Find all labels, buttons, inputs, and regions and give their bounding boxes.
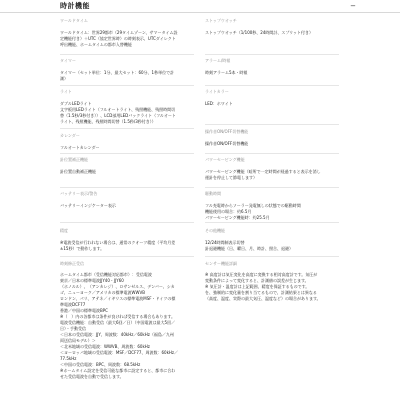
divider	[205, 85, 339, 86]
spec-other-functions	[205, 228, 339, 252]
spec-value: 操作音ON/OFF切替機能	[205, 141, 249, 146]
spec-value: 時刻アラーム5本・時報	[205, 70, 248, 75]
spec-value: ワールドタイム：世界29都市（29タイムゾーン、サマータイム設 定機能付き）＋UTC（協定世界時）の時刻表示、UTCダイレクト 呼出機能、ホームタイムの都市入替機能	[60, 30, 178, 47]
page-header	[0, 0, 400, 13]
spec-light	[60, 89, 194, 125]
spec-world-time	[60, 18, 194, 48]
spec-operation-sound	[205, 129, 339, 147]
spec-value: フル充電時からソーラー発電無しの状態での駆動時間 機能使用の場合：約6.5月 パワーセービング機能時：約25.5月	[205, 203, 301, 220]
spec-label: 駆動時間	[205, 191, 221, 196]
spec-hand-correction	[60, 157, 194, 175]
spec-value: 針位置自動補正機能	[60, 169, 96, 174]
spec-value: ホームタイム都市（受信機能対応都市）：受信電波 東京／日本の標準電波JJY40・JJY60 （ホノルル）、（アンカレジ）、ロサンゼルス、デンバー、シカ ゴ、ニューヨーク／アメリカの標準電波WWVB ロンドン、パリ、アテネ／イギリスの標準電波MSF・ドイツの標 準電波DCF77 香港／中国の標準電波BPC ※（ ）内の各都市は条件が良ければ受信する場合もあります。 電波受信機能：自動受信（最大6回／日）（中国電波は最大5回／ 日）・手動受信 ＜日本の受信電波：JJY、周波数：40kHz／60kHz（福島／九州 両送信局モデル）＞ ＜北米地域の受信電波：WWVB、周波数：60kHz ＜ヨーロッパ地域の受信電波：MSF／DCF77、周波数：60kHz／ 77.5kHz ＜中国の受信電波：BPC、周波数：68.5kHz ※ホームタイム設定を受信可能な都市に設定すると、都市に合わ せた受信電波を自動で受信します。	[60, 272, 178, 379]
spec-value: 12/24時間制表示切替 針退避機能（日、曜日、月、時計、照合、退避）	[205, 240, 293, 251]
divider	[60, 187, 194, 188]
page-title: 時計機能	[60, 2, 90, 10]
collapse-icon[interactable]: −	[350, 2, 356, 10]
divider	[60, 222, 194, 223]
spec-value: LED：ホワイト	[205, 101, 233, 106]
spec-label: 時刻修正受信	[60, 261, 84, 266]
spec-value: ※電波受信が行われない場合は、通常のクオーツ精度（平均月差 ±15秒）で動作します。	[60, 240, 176, 251]
spec-calendar	[60, 133, 194, 151]
spec-stopwatch	[205, 18, 339, 36]
spec-value: ※ 高度計は気圧変化を高度に変換する相対高度計です。気圧が 変動条件によって変化すると、計測値の誤差が生じます。 ※ 気圧計・温度計は上記範囲、精度を保証するものです。 を、強制的に変化量を割り当てるもので、計測結果とは異なる （高度、温度、実際の最大気圧、温度など）の場合があります。	[205, 272, 321, 301]
divider	[205, 124, 339, 125]
spec-sensor-details	[205, 261, 339, 302]
spec-radio-reception	[60, 261, 194, 380]
spec-label: タイマー	[60, 58, 76, 63]
spec-timer	[60, 58, 194, 82]
spec-label: ワールドタイム	[60, 18, 88, 23]
spec-value: タイマー（セット単位：1分、最大セット：60分、1秒単位で計 測）	[60, 70, 175, 81]
spec-label: ライト	[60, 89, 72, 94]
divider	[60, 128, 194, 129]
spec-value: バッテリーインジケーター表示	[60, 203, 116, 208]
spec-label: その他機能	[205, 228, 225, 233]
spec-label: 針位置補正機能	[60, 157, 88, 162]
divider	[60, 54, 194, 55]
divider	[205, 153, 339, 154]
spec-label: カレンダー	[60, 133, 80, 138]
spec-label: 操作音ON/OFF切替機能	[205, 129, 249, 134]
spec-value: ダブルLEDライト 文字板用LEDライト（フルオートライト、残照機能、残照時間切 替（1.5秒/3秒付き））、LCD部用LEDバックライト（フルオート ライト、残照機能、残照時間切替（1.5秒/3秒付き））	[60, 101, 176, 124]
spec-value: フルオートカレンダー	[60, 145, 100, 150]
spec-battery	[60, 191, 194, 209]
divider	[205, 222, 339, 223]
divider	[60, 85, 194, 86]
spec-label: ライトカラー	[205, 89, 229, 94]
divider	[60, 153, 194, 154]
spec-label: バッテリー表示/警告	[60, 191, 98, 196]
spec-accuracy	[60, 228, 194, 252]
spec-value: ストップウオッチ（1/100秒、24時間計、スプリット付き）	[205, 30, 314, 35]
divider	[60, 256, 194, 257]
spec-label: パワーセービング機能	[205, 157, 245, 162]
divider	[205, 187, 339, 188]
spec-label: 精度	[60, 228, 68, 233]
divider	[205, 54, 339, 55]
spec-label: ストップウオッチ	[205, 18, 237, 23]
spec-light-color	[205, 89, 339, 107]
spec-value: パワーセービング機能（暗所で一定時間が経過すると表示を消し 運針を停止して節電します）	[205, 169, 321, 180]
spec-power-saving	[205, 157, 339, 181]
divider	[205, 256, 339, 257]
spec-operating-time	[205, 191, 339, 221]
spec-label: センサー機能詳細	[205, 261, 237, 266]
spec-alarm	[205, 58, 339, 76]
spec-label: アラーム/時報	[205, 58, 231, 63]
